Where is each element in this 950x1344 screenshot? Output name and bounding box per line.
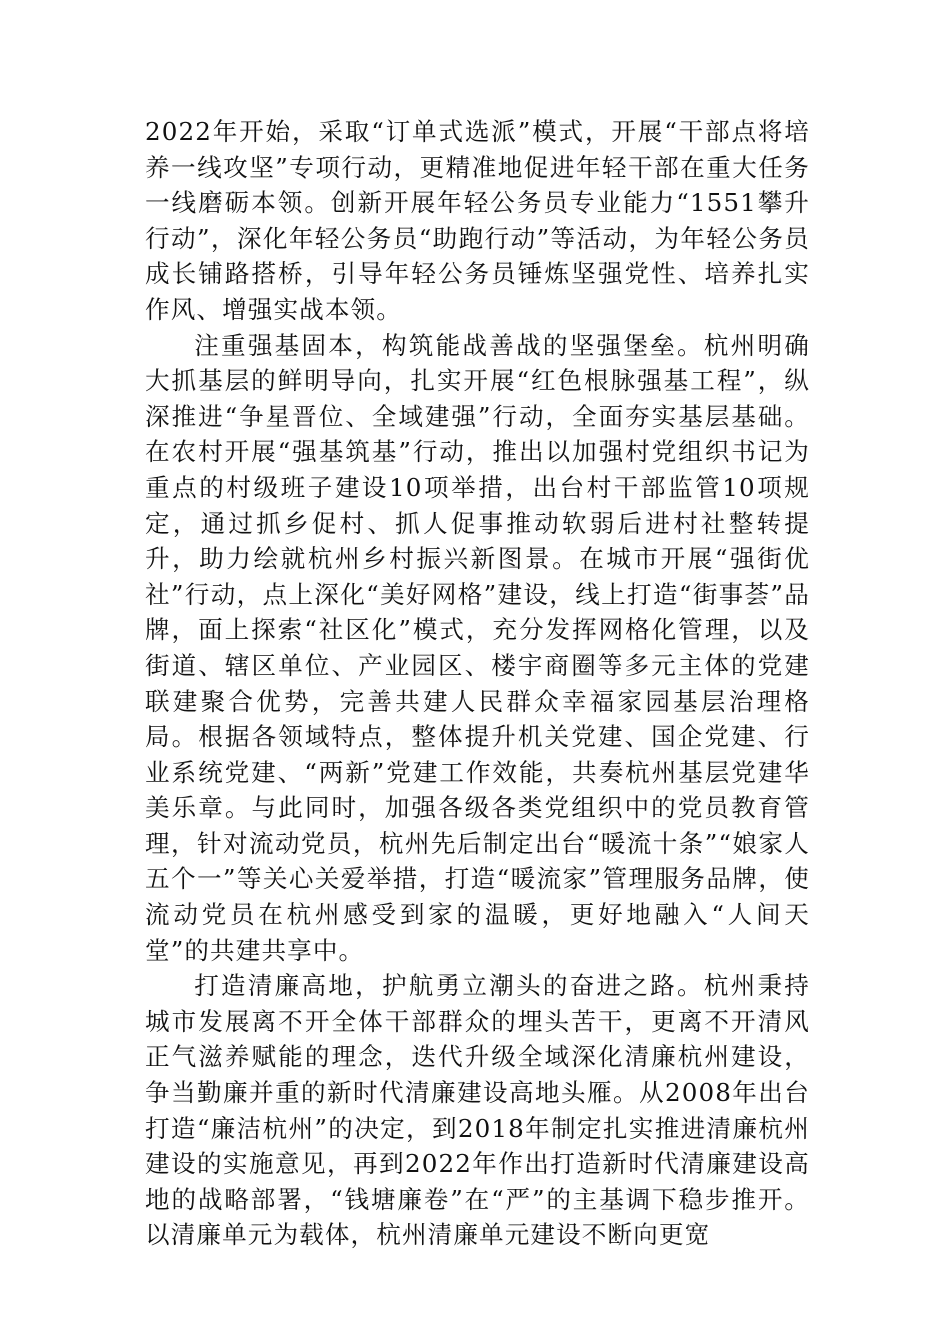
paragraph-3: 打造清廉高地，护航勇立潮头的奋进之路。杭州秉持城市发展离不开全体干部群众的埋头苦干，更离不开清风正气滋养赋能的理念，迭代升级全域深化清廉杭州建设，争当勤廉并重的新时代清廉建设高地头雁。从2008年出台打造“廉洁杭州”的决定，到2018年制定扎实推进清廉杭州建设的实施意见，再到2022年作出打造新时代清廉建设高地的战略部署，“钱塘廉卷”在“严”的主基调下稳步推开。以清廉单元为载体，杭州清廉单元建设不断向更宽 [145,971,810,1250]
paragraph-1: 2022年开始，采取“订单式选派”模式，开展“干部点将培养一线攻坚”专项行动，更精准地促进年轻干部在重大任务一线磨砺本领。创新开展年轻公务员专业能力“1551攀升行动”，深化年轻公务员“助跑行动”等活动，为年轻公务员成长铺路搭桥，引导年轻公务员锤炼坚强党性、培养扎实作风、增强实战本领。 [145,117,810,324]
body-text [145,114,810,1253]
paragraph-2: 注重强基固本，构筑能战善战的坚强堡垒。杭州明确大抓基层的鲜明导向，扎实开展“红色根脉强基工程”，纵深推进“争星晋位、全域建强”行动，全面夯实基层基础。在农村开展“强基筑基”行动，推出以加强村党组织书记为重点的村级班子建设10项举措，出台村干部监管10项规定，通过抓乡促村、抓人促事推动软弱后进村社整转提升，助力绘就杭州乡村振兴新图景。在城市开展“强街优社”行动，点上深化“美好网格”建设，线上打造“街事荟”品牌，面上探索“社区化”模式，充分发挥网格化管理，以及街道、辖区单位、产业园区、楼宇商圈等多元主体的党建联建聚合优势，完善共建人民群众幸福家园基层治理格局。根据各领域特点，整体提升机关党建、国企党建、行业系统党建、“两新”党建工作效能，共奏杭州基层党建华美乐章。与此同时，加强各级各类党组织中的党员教育管理，针对流动党员，杭州先后制定出台“暖流十条”“娘家人五个一”等关心关爱举措，打造“暖流家”管理服务品牌，使流动党员在杭州感受到家的温暖，更好地融入“人间天堂”的共建共享中。 [145,330,810,965]
